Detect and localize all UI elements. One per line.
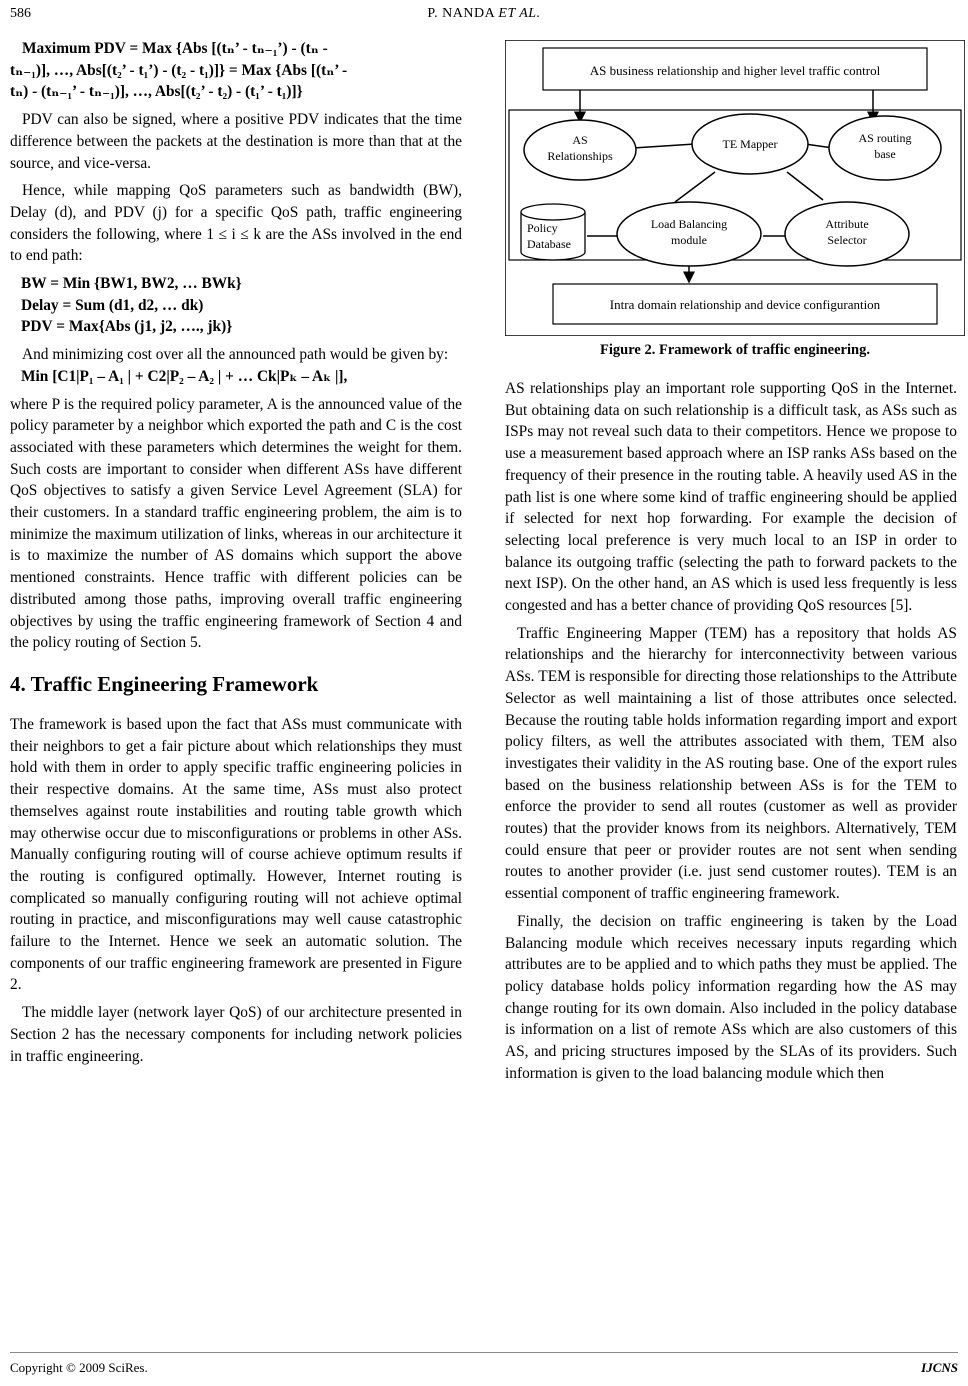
paragraph-policy-parameter: where P is the required policy parameter, A is the announced value of the policy parameter by a neighbor which exported the path and C is the cost associated with these parameters which determines the weight for them. Such costs are important to consider when different ASs have different QoS objectives to satisfy a given Service Level Agreement (SLA) for their customers. In a standard traffic engineering problem, the aim is to minimize the maximum utilization of links, whereas in our architecture it is to maximize the number of AS domains which support the above mentioned constraints. Hence traffic with different policies can be distributed among those paths, improving overall traffic engineering objectives by using the traffic engineering framework of Section 4 and the policy routing of Section 5. bbox=[10, 395, 462, 652]
policy-database-node bbox=[521, 204, 585, 260]
min-cost-equation: Min [C1|P₁ – A₁ | + C2|P₂ – A₂ | + … Ck|Pₖ – Aₖ |], bbox=[21, 367, 348, 385]
paragraph-load-balancing: Finally, the decision on traffic engineering is taken by the Load Balancing module which receives necessary inputs regarding which attributes are to be applied and to which paths they must be applied. The policy database holds policy information regarding how the AS may change routing for its own domain. Also included in the policy database is information on a list of remote ASs which are also customers of this AS, and pricing structures imposed by the SLAs of its providers. Such information is given to the load balancing module which then bbox=[505, 912, 957, 1082]
section-heading: 4. Traffic Engineering Framework bbox=[10, 671, 319, 696]
pdv-equation-line-1: Maximum PDV = Max {Abs [(tₙ’ - tₙ₋₁’) - (tₙ - bbox=[22, 40, 328, 57]
page-number: 586 bbox=[10, 6, 31, 21]
top-box-label: AS business relationship and higher level traffic control bbox=[589, 63, 881, 78]
load-balancing-label-2: module bbox=[671, 233, 707, 247]
as-routing-label-2: base bbox=[874, 147, 896, 161]
te-mapper-label: TE Mapper bbox=[722, 137, 778, 151]
copyright: Copyright © 2009 SciRes. bbox=[10, 1360, 148, 1375]
paragraph-middle-layer: The middle layer (network layer QoS) of our architecture presented in Section 2 has the necessary components for including network policies in traffic engineering. bbox=[10, 1004, 462, 1065]
left-column bbox=[10, 38, 462, 1067]
running-head bbox=[0, 6, 968, 22]
right-column bbox=[505, 378, 957, 1085]
as-relationships-label-2: Relationships bbox=[547, 149, 613, 163]
attribute-selector-label-1: Attribute bbox=[825, 217, 869, 231]
footer-rule bbox=[10, 1352, 958, 1353]
figure-caption: Figure 2. Framework of traffic engineering. bbox=[600, 342, 870, 358]
framework-figure bbox=[505, 40, 965, 336]
bw-equation: BW = Min {BW1, BW2, … BWk} bbox=[21, 275, 242, 293]
attribute-selector-label-2: Selector bbox=[827, 233, 867, 247]
paragraph-signed-pdv: PDV can also be signed, where a positive PDV indicates that the time difference between the packets at the destination is more than that at the source, and vice-versa. bbox=[10, 111, 462, 172]
pdv-equation-line-2: tₙ₋₁)], …, Abs[(t₂’ - t₁’) - (t₂ - t₁)]} = Max {Abs [(tₙ’ - bbox=[10, 61, 348, 79]
paragraph-framework: The framework is based upon the fact that ASs must communicate with their neighbors to get a fair picture about which relationships they must hold with them in order to apply specific traffic engineering policies in their respective domains. At the same time, ASs must also protect themselves against route instabilities and routing table growth which may otherwise occur due to misconfigurations or problems in other ASs. Manually configuring routing will of course achieve optimum results if the routing is configured optimally. However, Internet routing is complicated so manually configuring routing will not achieve optimal routing in practice, and misconfigurations may well cause catastrophic failure to the Internet. Hence we seek an automatic solution. The components of our traffic engineering framework are presented in Figure 2. bbox=[10, 715, 462, 994]
pdv-equation-line-3: tₙ) - (tₙ₋₁’ - tₙ₋₁)], …, Abs[(t₂’ - t₂) - (t₁’ - t₁)]} bbox=[10, 83, 303, 101]
pdv-max-equation: PDV = Max{Abs (j1, j2, …., jk)} bbox=[21, 318, 233, 336]
paragraph-minimizing-cost: And minimizing cost over all the announced path would be given by: bbox=[22, 346, 449, 364]
paragraph-tem: Traffic Engineering Mapper (TEM) has a repository that holds AS relationships and the hierarchy for interconnectivity between various ASs. TEM is responsible for directing those relationships to the Attribute Selector as well maintaining a list of those attributes once selected. Because the routing table holds information regarding import and export policy filters, as well the attributes associated with them, TEM also investigates their validity in the AS routing base. One of the export rules based on the business relationship between ASs is for the TEM to enforce the provider to send all routes (customer as well as provider routes) that the provider knows from its neighbors. Alternatively, TEM could ensure that peer or provider routes are not sent when sending routes to another provider (i.e. just send customer routes). TEM is an essential component of traffic engineering framework. bbox=[505, 624, 957, 903]
as-relationships-label-1: AS bbox=[572, 133, 588, 147]
delay-equation: Delay = Sum (d1, d2, … dk) bbox=[21, 296, 204, 314]
running-head-authors: P. NANDA bbox=[427, 6, 499, 21]
paragraph-as-relationships: AS relationships play an important role supporting QoS in the Internet. But obtaining data on such relationship is a difficult task, as ASs such as ISPs may not reveal such data to their competitors. Hence we propose to use a measurement based approach where an ISP ranks ASs based on the frequency of their presence in the routing table. A heavily used AS in the path list is one where some kind of traffic engineering should be applied if selected for next hop forwarding. For example the decision of selecting local preference is very much local to an ISP in order to balance its outgoing traffic (selecting the path to forward packets to the next ISP). On the other hand, an AS which is used less frequently is less congested and has a better chance of providing QoS resources [5]. bbox=[505, 380, 957, 615]
as-routing-label-1: AS routing bbox=[858, 131, 912, 145]
policy-db-label-2: Database bbox=[527, 237, 571, 251]
running-head-etal: ET AL. bbox=[498, 6, 541, 21]
load-balancing-label-1: Load Balancing bbox=[650, 217, 728, 231]
policy-db-label-1: Policy bbox=[527, 221, 558, 235]
bottom-box-label: Intra domain relationship and device configurantion bbox=[609, 297, 881, 312]
journal-name: IJCNS bbox=[921, 1360, 958, 1375]
paragraph-qos-mapping: Hence, while mapping QoS parameters such as bandwidth (BW), Delay (d), and PDV (j) for a specific QoS path, traffic engineering considers the following, where 1 ≤ i ≤ k are the ASs involved in the end to end path: bbox=[10, 182, 462, 265]
